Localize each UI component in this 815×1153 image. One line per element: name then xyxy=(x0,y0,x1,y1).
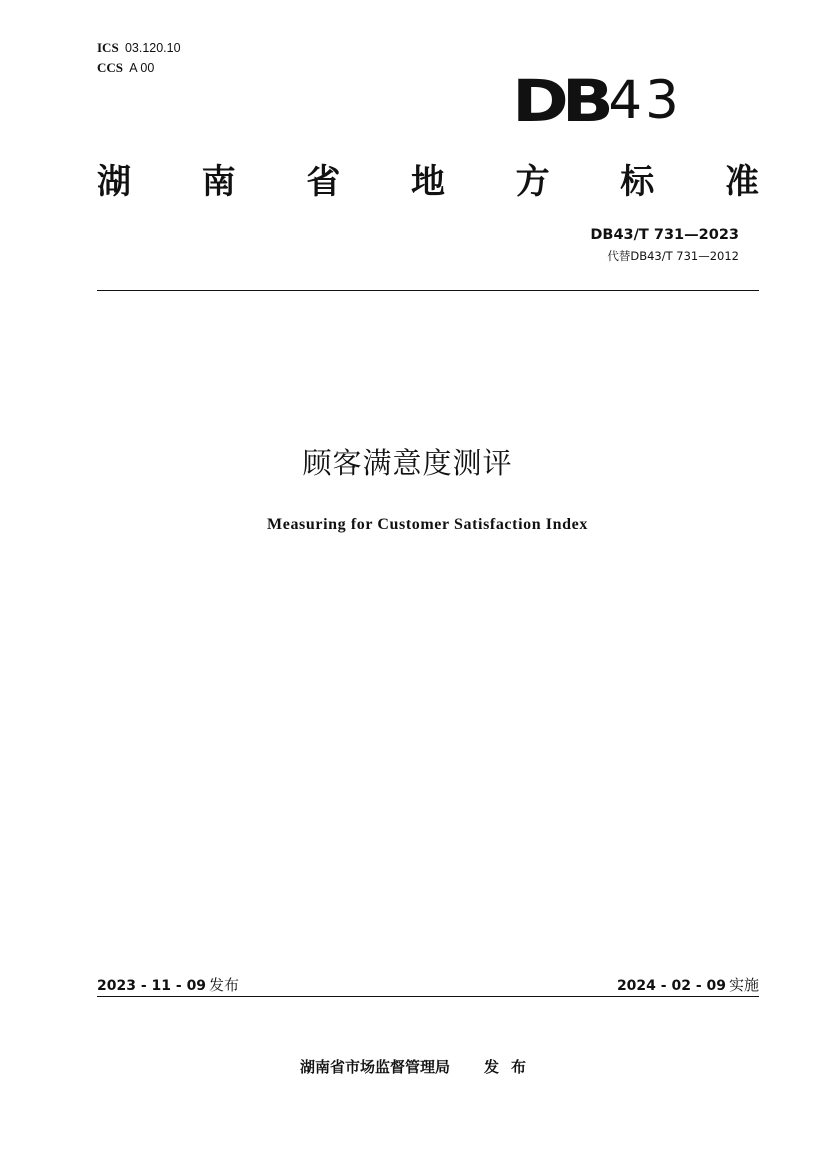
release-date-label: 发布 xyxy=(209,976,240,994)
document-title-english: Measuring for Customer Satisfaction Index xyxy=(267,516,588,533)
implement-date-label: 实施 xyxy=(728,976,759,994)
standard-type-char: 地 xyxy=(410,161,445,202)
ics-code xyxy=(97,38,181,58)
document-title-chinese: 顾客满意度测评 xyxy=(302,446,513,480)
standard-type-char: 标 xyxy=(620,161,655,202)
issuer-name: 湖南省市场监督管理局 xyxy=(299,1058,450,1076)
top-divider xyxy=(97,290,759,291)
issuer-action: 发布 xyxy=(484,1058,539,1076)
implement-date-value: 2024 - 02 - 09 xyxy=(616,978,726,994)
db-logo-mark: DB xyxy=(512,67,607,135)
ics-value: 03.120.10 xyxy=(124,41,181,55)
standard-type-char: 南 xyxy=(201,161,236,202)
standard-number: DB43/T 731—2023 xyxy=(590,227,739,243)
ccs-code xyxy=(97,58,181,78)
classification-codes xyxy=(97,38,181,78)
standard-type-char: 湖 xyxy=(97,161,131,202)
db-logo-number: 43 xyxy=(608,70,682,131)
issuer xyxy=(0,1056,815,1078)
date-row xyxy=(97,973,759,995)
standard-type-title xyxy=(97,155,759,201)
ccs-value: A 00 xyxy=(129,61,155,75)
ccs-label: CCS xyxy=(97,60,124,75)
replaces-standard: 代替DB43/T 731—2012 xyxy=(607,249,739,263)
implement-date xyxy=(617,974,759,995)
bottom-divider xyxy=(97,996,759,997)
release-date xyxy=(97,974,239,995)
ics-label: ICS xyxy=(97,40,119,55)
release-date-value: 2023 - 11 - 09 xyxy=(97,978,207,994)
standard-type-char: 方 xyxy=(515,161,550,202)
standard-type-char: 准 xyxy=(724,161,759,202)
db-logo xyxy=(512,67,682,135)
standard-type-char: 省 xyxy=(306,161,341,202)
